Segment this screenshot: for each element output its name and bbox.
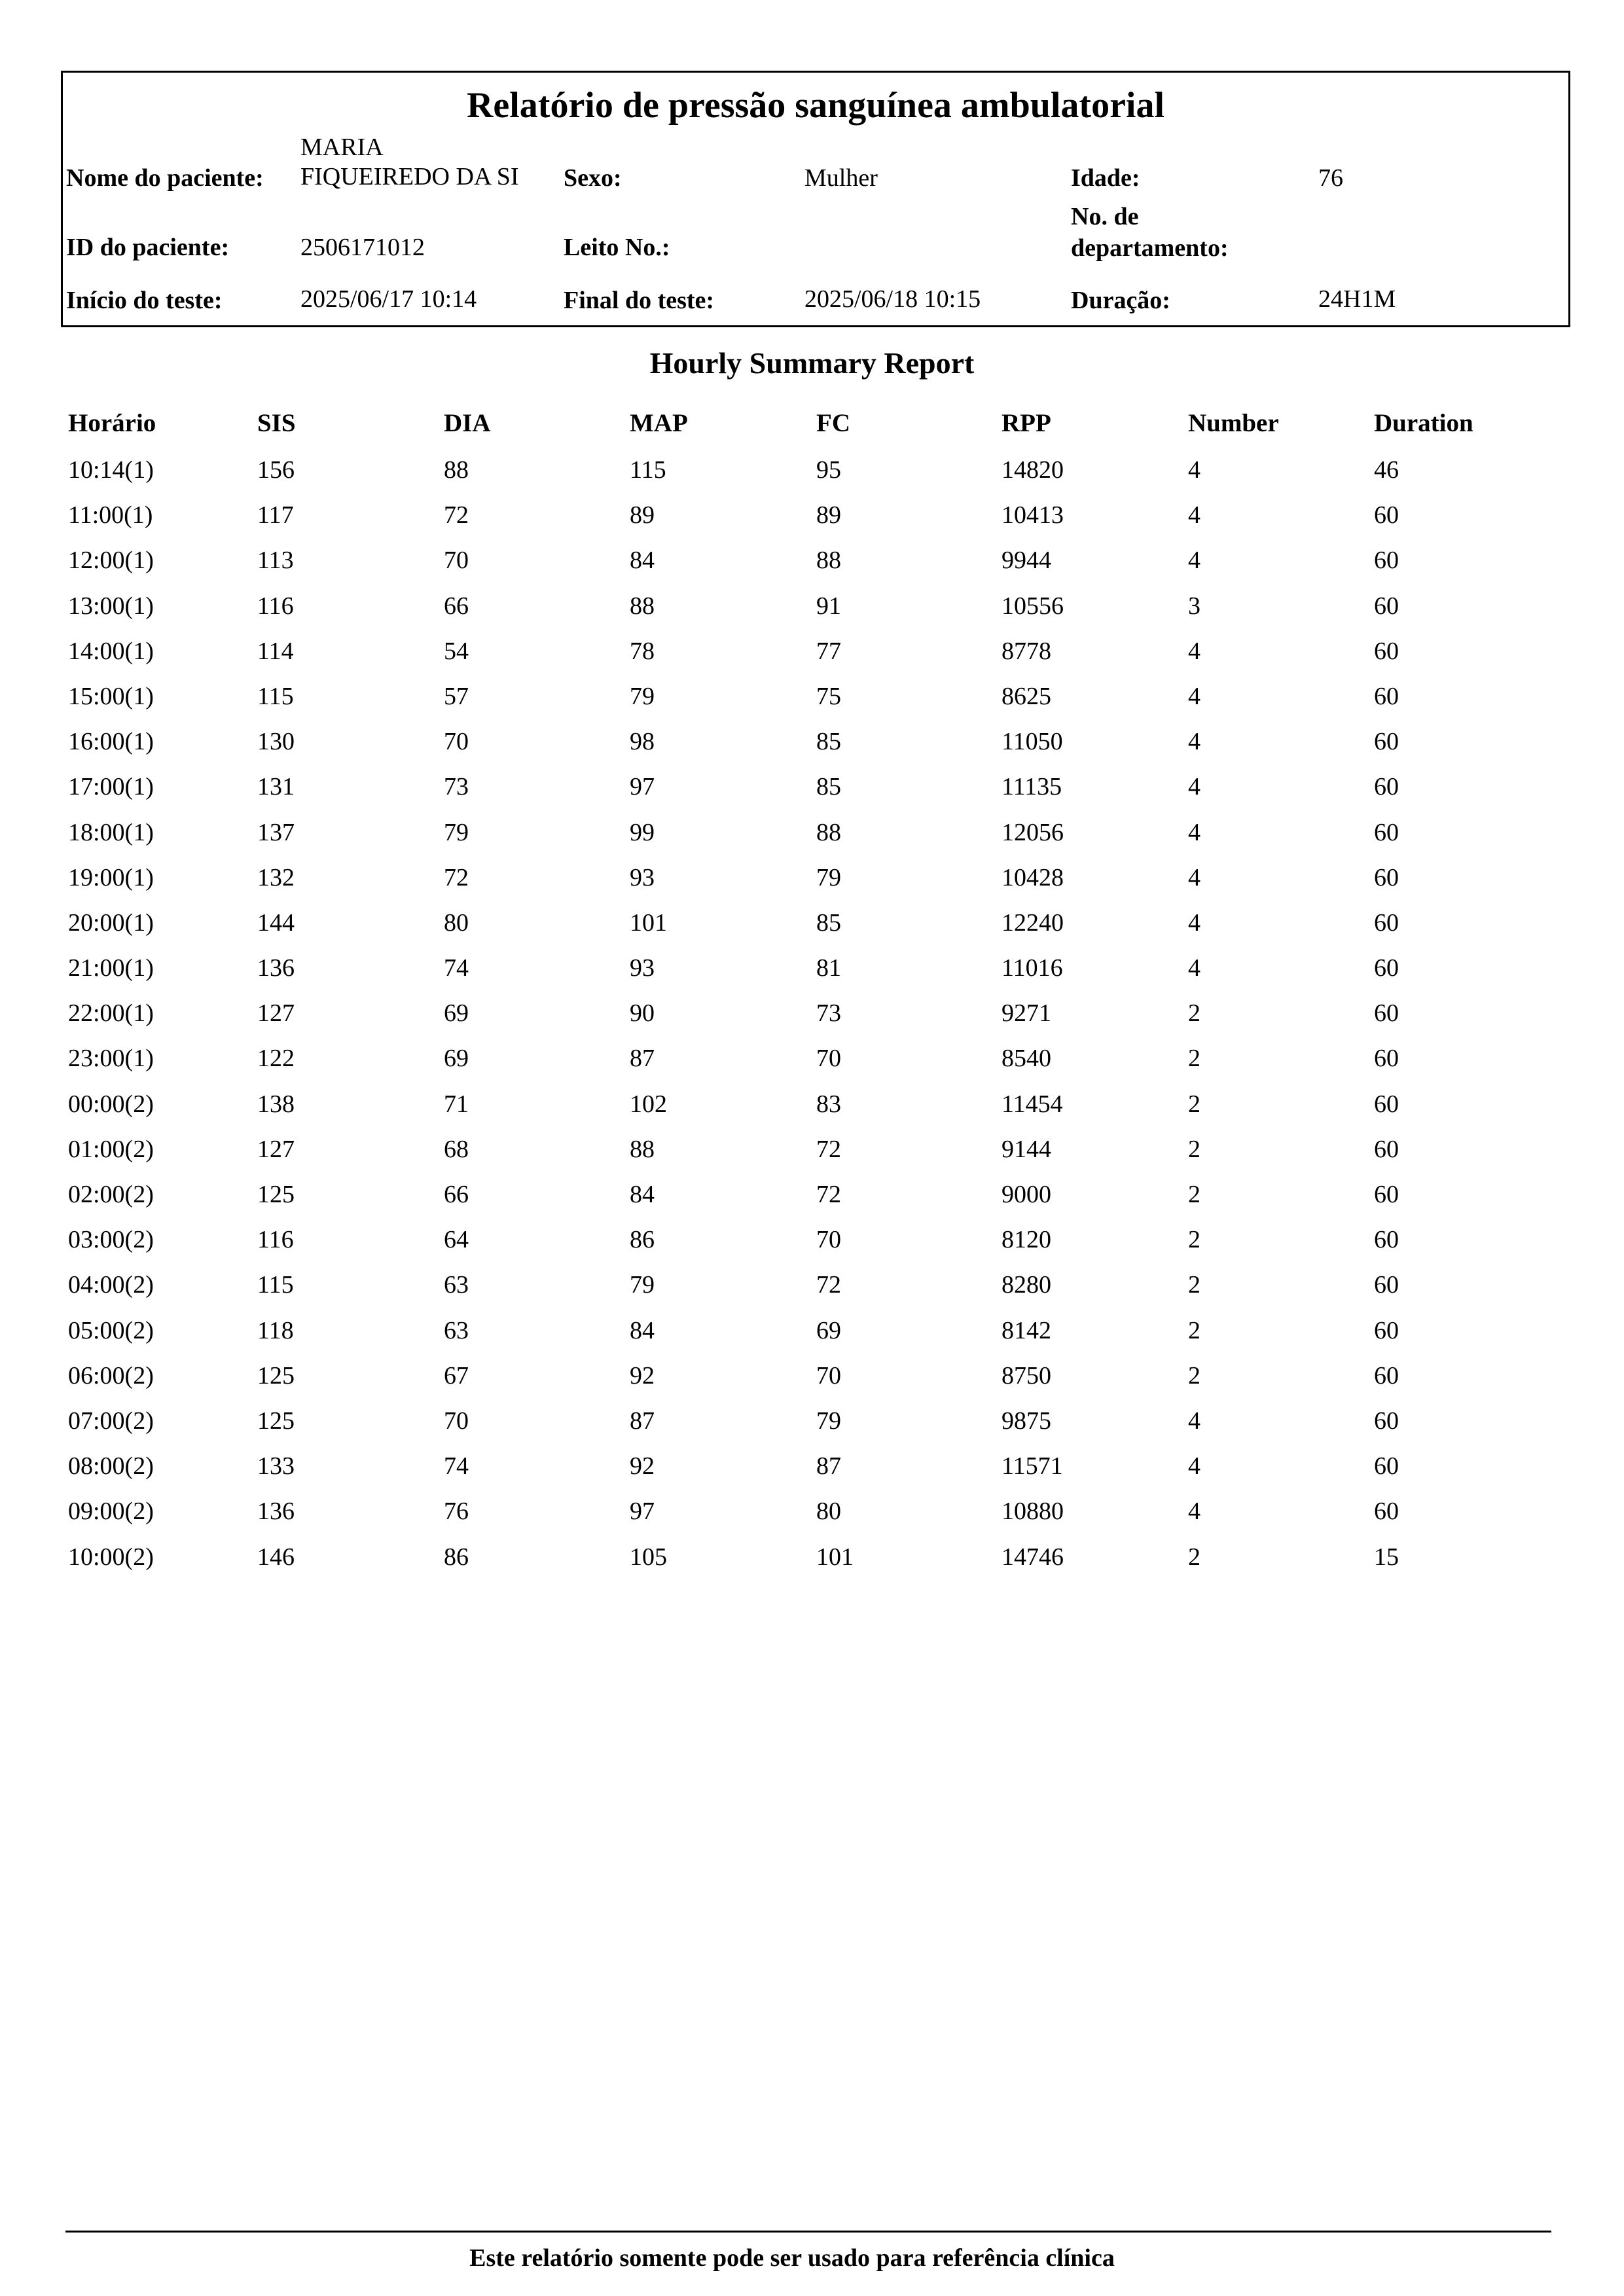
cell-map: 93 <box>630 954 655 982</box>
cell-rpp: 10556 <box>1001 592 1064 620</box>
cell-number: 2 <box>1188 1181 1200 1208</box>
cell-sis: 127 <box>257 999 295 1028</box>
cell-fc: 79 <box>816 863 841 891</box>
cell-dia: 63 <box>444 1316 469 1344</box>
cell-dia: 88 <box>444 456 469 484</box>
table-row <box>0 499 1624 544</box>
duration-label: Duração: <box>1071 287 1170 314</box>
cell-map: 79 <box>630 682 655 710</box>
table-row <box>0 725 1624 770</box>
cell-sis: 113 <box>257 547 294 575</box>
cell-time: 21:00(1) <box>68 954 154 982</box>
table-row <box>0 590 1624 635</box>
column-header-number: Number <box>1188 409 1279 437</box>
cell-time: 00:00(2) <box>68 1090 154 1118</box>
cell-duration: 60 <box>1374 501 1399 529</box>
cell-dia: 66 <box>444 1181 469 1208</box>
patient-info-box <box>61 71 1570 327</box>
cell-time: 12:00(1) <box>68 547 154 575</box>
cell-map: 99 <box>630 818 655 846</box>
table-row <box>0 1133 1624 1178</box>
cell-rpp: 14746 <box>1001 1543 1064 1571</box>
cell-dia: 80 <box>444 908 469 937</box>
cell-rpp: 12240 <box>1001 908 1064 937</box>
cell-rpp: 11454 <box>1001 1090 1063 1118</box>
cell-dia: 79 <box>444 818 469 846</box>
cell-duration: 60 <box>1374 1316 1399 1344</box>
cell-duration: 60 <box>1374 1271 1399 1299</box>
cell-sis: 125 <box>257 1361 295 1390</box>
cell-rpp: 9000 <box>1001 1181 1051 1208</box>
cell-time: 10:00(2) <box>68 1543 154 1571</box>
table-row <box>0 1223 1624 1268</box>
cell-fc: 81 <box>816 954 841 982</box>
cell-sis: 117 <box>257 501 294 529</box>
cell-sis: 137 <box>257 818 295 846</box>
cell-number: 3 <box>1188 592 1200 620</box>
cell-duration: 60 <box>1374 954 1399 982</box>
cell-time: 09:00(2) <box>68 1498 154 1526</box>
cell-time: 22:00(1) <box>68 999 154 1028</box>
cell-duration: 60 <box>1374 773 1399 801</box>
table-row <box>0 454 1624 499</box>
cell-map: 86 <box>630 1226 655 1254</box>
cell-sis: 125 <box>257 1181 295 1208</box>
cell-sis: 131 <box>257 773 295 801</box>
patient-name-label: Nome do paciente: <box>66 164 264 192</box>
test-start-label: Início do teste: <box>66 287 223 314</box>
cell-rpp: 8120 <box>1001 1226 1051 1254</box>
cell-time: 01:00(2) <box>68 1135 154 1163</box>
cell-rpp: 8778 <box>1001 637 1051 665</box>
table-row <box>0 952 1624 997</box>
cell-time: 11:00(1) <box>68 501 153 529</box>
cell-dia: 72 <box>444 863 469 891</box>
cell-sis: 127 <box>257 1135 295 1163</box>
summary-table-body <box>0 454 1624 1586</box>
cell-fc: 85 <box>816 728 841 756</box>
table-row <box>0 1314 1624 1359</box>
cell-rpp: 9944 <box>1001 547 1051 575</box>
cell-sis: 136 <box>257 954 295 982</box>
cell-dia: 70 <box>444 1407 469 1435</box>
cell-number: 4 <box>1188 682 1200 710</box>
table-row <box>0 861 1624 906</box>
cell-duration: 60 <box>1374 1498 1399 1526</box>
cell-sis: 144 <box>257 908 295 937</box>
cell-duration: 60 <box>1374 908 1399 937</box>
cell-duration: 60 <box>1374 1045 1399 1073</box>
table-row <box>0 1405 1624 1450</box>
cell-sis: 116 <box>257 592 294 620</box>
cell-number: 4 <box>1188 1452 1200 1480</box>
cell-map: 115 <box>630 456 666 484</box>
cell-map: 88 <box>630 592 655 620</box>
table-row <box>0 906 1624 952</box>
cell-duration: 60 <box>1374 682 1399 710</box>
cell-fc: 69 <box>816 1316 841 1344</box>
cell-fc: 89 <box>816 501 841 529</box>
cell-duration: 60 <box>1374 728 1399 756</box>
cell-fc: 95 <box>816 456 841 484</box>
cell-duration: 60 <box>1374 637 1399 665</box>
cell-duration: 60 <box>1374 863 1399 891</box>
table-row <box>0 1450 1624 1495</box>
cell-dia: 70 <box>444 547 469 575</box>
cell-dia: 73 <box>444 773 469 801</box>
cell-map: 88 <box>630 1135 655 1163</box>
cell-dia: 66 <box>444 592 469 620</box>
sex-value: Mulher <box>804 164 878 192</box>
column-header-dia: DIA <box>444 409 491 437</box>
patient-id-label: ID do paciente: <box>66 234 230 261</box>
cell-duration: 15 <box>1374 1543 1399 1571</box>
cell-fc: 79 <box>816 1407 841 1435</box>
column-header-time: Horário <box>68 409 156 437</box>
cell-fc: 85 <box>816 908 841 937</box>
cell-duration: 60 <box>1374 547 1399 575</box>
sex-label: Sexo: <box>564 164 622 192</box>
cell-sis: 133 <box>257 1452 295 1480</box>
cell-time: 23:00(1) <box>68 1045 154 1073</box>
cell-sis: 156 <box>257 456 295 484</box>
cell-time: 05:00(2) <box>68 1316 154 1344</box>
cell-map: 87 <box>630 1407 655 1435</box>
cell-number: 4 <box>1188 1498 1200 1526</box>
cell-map: 97 <box>630 773 655 801</box>
cell-fc: 83 <box>816 1090 841 1118</box>
test-end-label: Final do teste: <box>564 287 715 314</box>
cell-number: 4 <box>1188 773 1200 801</box>
table-row <box>0 1268 1624 1314</box>
cell-rpp: 10880 <box>1001 1498 1064 1526</box>
cell-map: 78 <box>630 637 655 665</box>
cell-duration: 60 <box>1374 1181 1399 1208</box>
table-row <box>0 544 1624 589</box>
column-header-sis: SIS <box>257 409 296 437</box>
cell-time: 14:00(1) <box>68 637 154 665</box>
cell-rpp: 11050 <box>1001 728 1063 756</box>
cell-duration: 46 <box>1374 456 1399 484</box>
cell-fc: 70 <box>816 1226 841 1254</box>
cell-dia: 64 <box>444 1226 469 1254</box>
cell-rpp: 11135 <box>1001 773 1062 801</box>
department-label-line2: departamento: <box>1071 234 1229 262</box>
cell-fc: 70 <box>816 1361 841 1390</box>
cell-sis: 132 <box>257 863 295 891</box>
cell-time: 08:00(2) <box>68 1452 154 1480</box>
column-header-map: MAP <box>630 409 688 437</box>
cell-dia: 69 <box>444 999 469 1028</box>
cell-map: 84 <box>630 1181 655 1208</box>
cell-duration: 60 <box>1374 1361 1399 1390</box>
cell-fc: 101 <box>816 1543 854 1571</box>
table-row <box>0 1178 1624 1223</box>
cell-number: 4 <box>1188 954 1200 982</box>
cell-dia: 57 <box>444 682 469 710</box>
cell-map: 101 <box>630 908 667 937</box>
cell-time: 20:00(1) <box>68 908 154 937</box>
cell-rpp: 10413 <box>1001 501 1064 529</box>
cell-map: 84 <box>630 547 655 575</box>
cell-map: 79 <box>630 1271 655 1299</box>
table-row <box>0 816 1624 861</box>
cell-number: 4 <box>1188 728 1200 756</box>
cell-dia: 54 <box>444 637 469 665</box>
cell-map: 105 <box>630 1543 667 1571</box>
cell-rpp: 9144 <box>1001 1135 1051 1163</box>
cell-map: 84 <box>630 1316 655 1344</box>
cell-rpp: 8280 <box>1001 1271 1051 1299</box>
cell-time: 15:00(1) <box>68 682 154 710</box>
cell-rpp: 10428 <box>1001 863 1064 891</box>
cell-rpp: 8142 <box>1001 1316 1051 1344</box>
column-header-duration: Duration <box>1374 409 1473 437</box>
cell-number: 4 <box>1188 456 1200 484</box>
cell-number: 2 <box>1188 1271 1200 1299</box>
cell-fc: 91 <box>816 592 841 620</box>
cell-sis: 118 <box>257 1316 294 1344</box>
cell-map: 92 <box>630 1361 655 1390</box>
cell-map: 98 <box>630 728 655 756</box>
age-value: 76 <box>1318 164 1343 192</box>
column-header-fc: FC <box>816 409 850 437</box>
cell-sis: 115 <box>257 1271 294 1299</box>
cell-fc: 77 <box>816 637 841 665</box>
cell-sis: 125 <box>257 1407 295 1435</box>
column-header-rpp: RPP <box>1001 409 1051 437</box>
cell-dia: 69 <box>444 1045 469 1073</box>
cell-map: 92 <box>630 1452 655 1480</box>
cell-duration: 60 <box>1374 999 1399 1028</box>
cell-sis: 136 <box>257 1498 295 1526</box>
cell-rpp: 12056 <box>1001 818 1064 846</box>
cell-rpp: 9271 <box>1001 999 1051 1028</box>
cell-number: 2 <box>1188 1543 1200 1571</box>
cell-map: 97 <box>630 1498 655 1526</box>
report-title: Relatório de pressão sanguínea ambulatorial <box>466 85 1165 126</box>
cell-rpp: 8625 <box>1001 682 1051 710</box>
cell-time: 06:00(2) <box>68 1361 154 1390</box>
cell-fc: 88 <box>816 818 841 846</box>
cell-number: 2 <box>1188 999 1200 1028</box>
cell-rpp: 11016 <box>1001 954 1063 982</box>
cell-fc: 85 <box>816 773 841 801</box>
cell-dia: 71 <box>444 1090 469 1118</box>
patient-id-value: 2506171012 <box>300 234 425 261</box>
cell-map: 87 <box>630 1045 655 1073</box>
age-label: Idade: <box>1071 164 1140 192</box>
cell-rpp: 8540 <box>1001 1045 1051 1073</box>
cell-dia: 74 <box>444 954 469 982</box>
cell-fc: 80 <box>816 1498 841 1526</box>
cell-number: 4 <box>1188 908 1200 937</box>
cell-time: 07:00(2) <box>68 1407 154 1435</box>
footer-note: Este relatório somente pode ser usado para referência clínica <box>469 2244 1115 2272</box>
cell-sis: 146 <box>257 1543 295 1571</box>
cell-time: 17:00(1) <box>68 773 154 801</box>
cell-number: 2 <box>1188 1361 1200 1390</box>
table-row <box>0 1088 1624 1133</box>
cell-duration: 60 <box>1374 1407 1399 1435</box>
cell-number: 4 <box>1188 863 1200 891</box>
cell-dia: 74 <box>444 1452 469 1480</box>
cell-number: 4 <box>1188 547 1200 575</box>
summary-title: Hourly Summary Report <box>649 346 975 380</box>
cell-dia: 68 <box>444 1135 469 1163</box>
cell-fc: 72 <box>816 1271 841 1299</box>
test-end-value: 2025/06/18 10:15 <box>804 285 981 313</box>
cell-number: 2 <box>1188 1316 1200 1344</box>
cell-time: 13:00(1) <box>68 592 154 620</box>
cell-dia: 63 <box>444 1271 469 1299</box>
cell-sis: 130 <box>257 728 295 756</box>
cell-sis: 114 <box>257 637 294 665</box>
cell-rpp: 8750 <box>1001 1361 1051 1390</box>
cell-map: 102 <box>630 1090 667 1118</box>
table-row <box>0 1042 1624 1087</box>
cell-map: 93 <box>630 863 655 891</box>
cell-number: 4 <box>1188 637 1200 665</box>
table-row <box>0 997 1624 1042</box>
cell-duration: 60 <box>1374 818 1399 846</box>
cell-fc: 88 <box>816 547 841 575</box>
cell-number: 4 <box>1188 501 1200 529</box>
cell-dia: 72 <box>444 501 469 529</box>
cell-number: 4 <box>1188 818 1200 846</box>
cell-time: 18:00(1) <box>68 818 154 846</box>
cell-number: 2 <box>1188 1135 1200 1163</box>
patient-name-line2: FIQUEIREDO DA SI <box>300 163 519 190</box>
cell-sis: 138 <box>257 1090 295 1118</box>
cell-duration: 60 <box>1374 1090 1399 1118</box>
cell-dia: 70 <box>444 728 469 756</box>
cell-number: 2 <box>1188 1045 1200 1073</box>
cell-rpp: 14820 <box>1001 456 1064 484</box>
bed-number-label: Leito No.: <box>564 234 670 261</box>
cell-time: 03:00(2) <box>68 1226 154 1254</box>
footer-divider <box>65 2231 1551 2233</box>
cell-rpp: 9875 <box>1001 1407 1051 1435</box>
cell-dia: 76 <box>444 1498 469 1526</box>
table-row <box>0 1359 1624 1405</box>
cell-map: 90 <box>630 999 655 1028</box>
cell-fc: 75 <box>816 682 841 710</box>
cell-time: 16:00(1) <box>68 728 154 756</box>
cell-fc: 87 <box>816 1452 841 1480</box>
cell-time: 10:14(1) <box>68 456 154 484</box>
duration-value: 24H1M <box>1318 285 1396 313</box>
test-start-value: 2025/06/17 10:14 <box>300 285 477 313</box>
cell-duration: 60 <box>1374 1226 1399 1254</box>
table-row <box>0 1541 1624 1586</box>
patient-name-line1: MARIA <box>300 134 384 161</box>
cell-dia: 86 <box>444 1543 469 1571</box>
cell-fc: 72 <box>816 1181 841 1208</box>
cell-time: 02:00(2) <box>68 1181 154 1208</box>
table-row <box>0 770 1624 816</box>
cell-sis: 115 <box>257 682 294 710</box>
cell-fc: 72 <box>816 1135 841 1163</box>
department-label-line1: No. de <box>1071 203 1139 230</box>
cell-duration: 60 <box>1374 592 1399 620</box>
cell-duration: 60 <box>1374 1452 1399 1480</box>
cell-time: 04:00(2) <box>68 1271 154 1299</box>
cell-sis: 122 <box>257 1045 295 1073</box>
cell-fc: 70 <box>816 1045 841 1073</box>
table-row <box>0 680 1624 725</box>
table-row <box>0 635 1624 680</box>
cell-map: 89 <box>630 501 655 529</box>
cell-number: 2 <box>1188 1226 1200 1254</box>
table-row <box>0 1495 1624 1540</box>
cell-fc: 73 <box>816 999 841 1028</box>
cell-duration: 60 <box>1374 1135 1399 1163</box>
cell-number: 2 <box>1188 1090 1200 1118</box>
cell-number: 4 <box>1188 1407 1200 1435</box>
cell-sis: 116 <box>257 1226 294 1254</box>
cell-dia: 67 <box>444 1361 469 1390</box>
cell-time: 19:00(1) <box>68 863 154 891</box>
cell-rpp: 11571 <box>1001 1452 1063 1480</box>
